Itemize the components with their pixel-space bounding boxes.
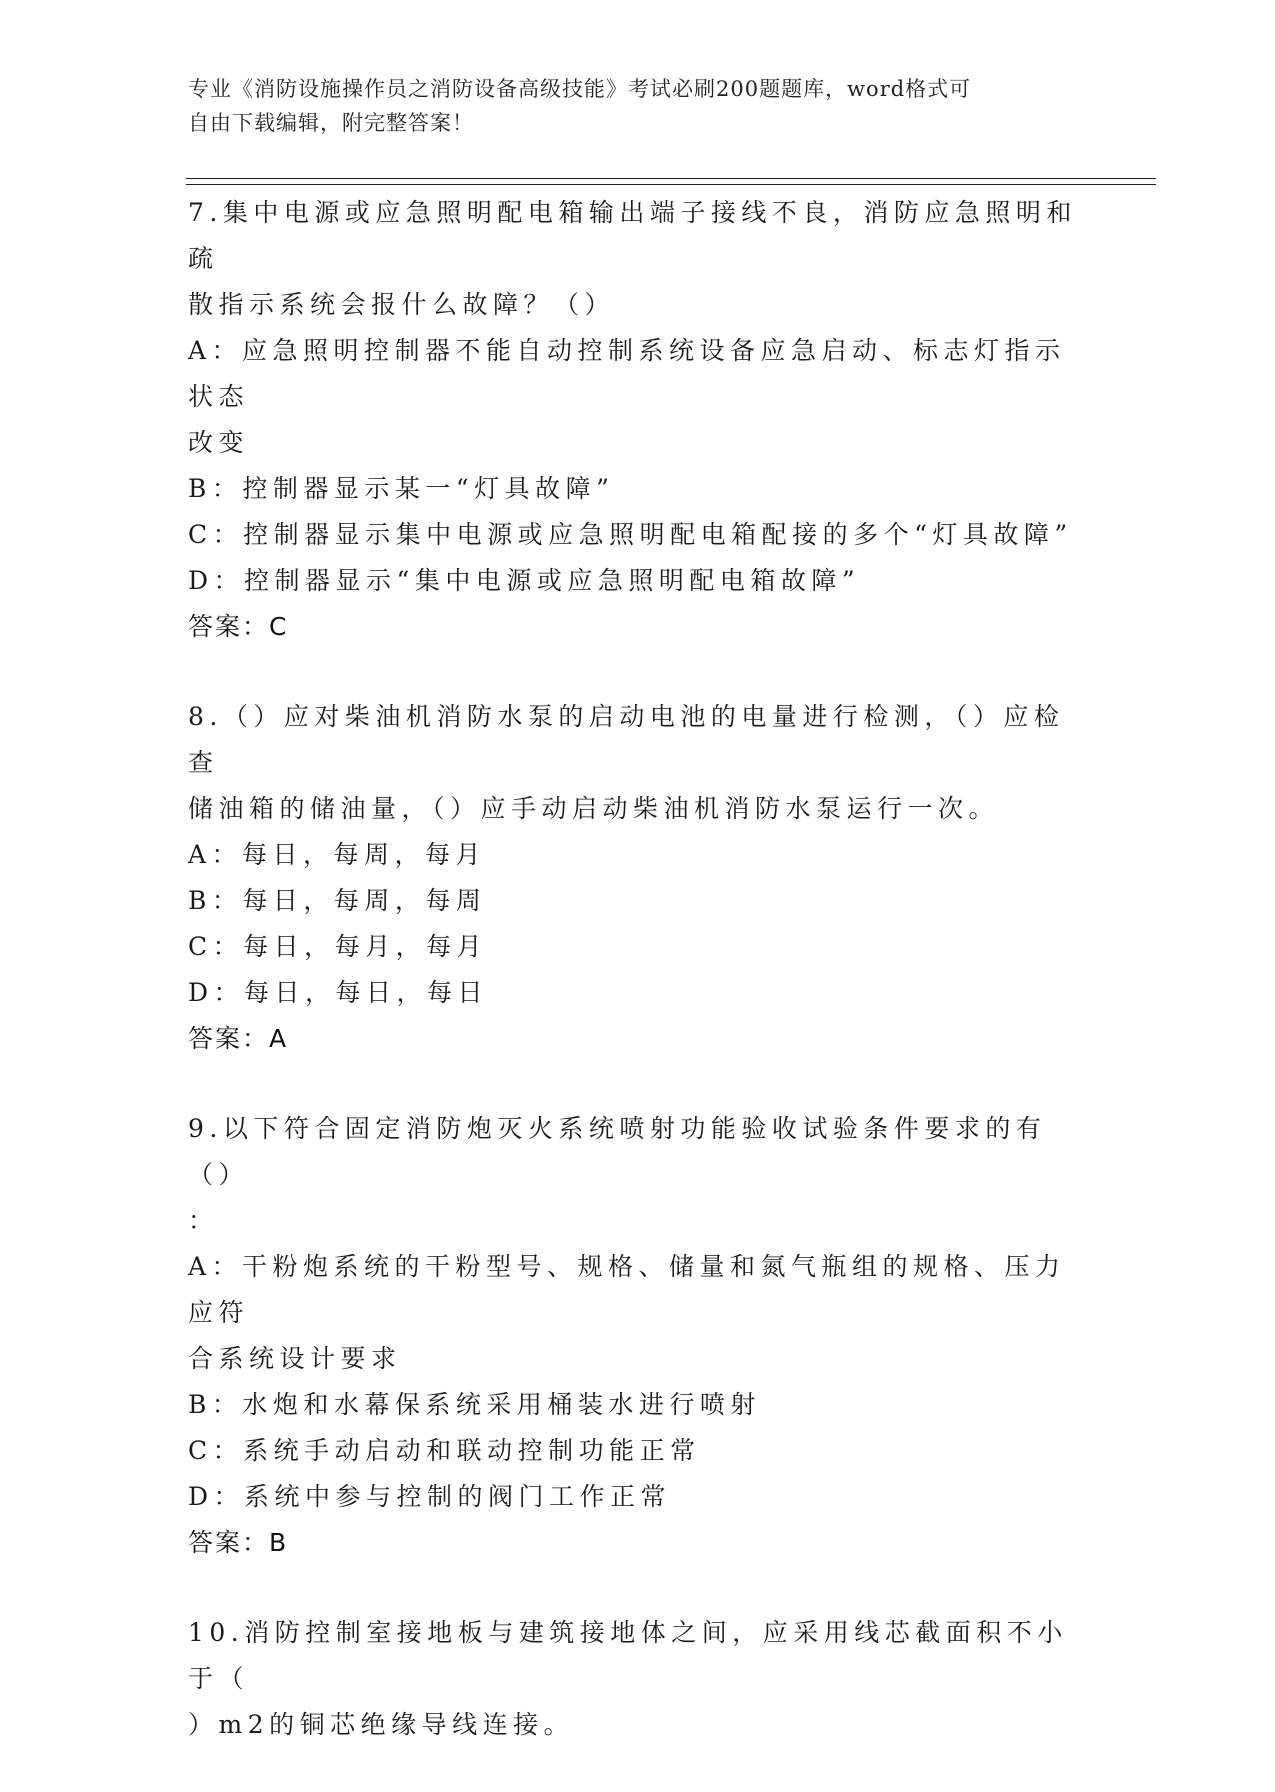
- option-b: B：控制器显示某一“灯具故障”: [188, 474, 615, 503]
- question-stem: 10.消防控制室接地板与建筑接地体之间，应采用线芯截面积不小于（: [188, 1618, 1068, 1693]
- option-d: D：系统中参与控制的阀门工作正常: [188, 1482, 672, 1511]
- question-10: [188, 1610, 1078, 1748]
- question-stem: 7.集中电源或应急照明配电箱输出端子接线不良，消防应急照明和疏: [188, 198, 1077, 273]
- option-d: D：每日，每日，每日: [188, 978, 489, 1007]
- question-9: [188, 1106, 1078, 1566]
- option-a: A：干粉炮系统的干粉型号、规格、储量和氮气瓶组的规格、压力应符: [188, 1252, 1066, 1327]
- option-d: D：控制器显示“集中电源或应急照明配电箱故障”: [188, 566, 861, 595]
- option-a: A：每日，每周，每月: [188, 840, 487, 869]
- option-a-continued: 合系统设计要求: [188, 1344, 402, 1373]
- option-a: A：应急照明控制器不能自动控制系统设备应急启动、标志灯指示状态: [188, 336, 1066, 411]
- question-stem-continued: 储油箱的储油量，（）应手动启动柴油机消防水泵运行一次。: [188, 794, 1000, 823]
- header-title-line-2: 自由下载编辑，附完整答案！: [188, 111, 474, 135]
- header-title-line-1: 专业《消防设施操作员之消防设备高级技能》考试必刷200题题库，word格式可: [188, 77, 972, 101]
- question-stem: 9.以下符合固定消防炮灭火系统喷射功能验收试验条件要求的有（）: [188, 1114, 1047, 1189]
- option-c: C：控制器显示集中电源或应急照明配电箱配接的多个“灯具故障”: [188, 520, 1073, 549]
- answer-label: 答案：B: [188, 1528, 289, 1557]
- document-header: [188, 72, 1068, 140]
- question-list: [188, 190, 1078, 1792]
- answer-label: 答案：C: [188, 612, 289, 641]
- question-stem-continued: ：: [188, 1206, 219, 1235]
- question-stem-continued: 散指示系统会报什么故障？（）: [188, 290, 616, 319]
- question-8: [188, 694, 1078, 1062]
- question-stem-continued: ）m2的铜芯绝缘导线连接。: [188, 1710, 575, 1739]
- option-c: C：系统手动启动和联动控制功能正常: [188, 1436, 701, 1465]
- option-b: B：每日，每周，每周: [188, 886, 487, 915]
- option-c: C：每日，每月，每月: [188, 932, 488, 961]
- option-b: B：水炮和水幕保系统采用桶装水进行喷射: [188, 1390, 761, 1419]
- header-divider: [186, 178, 1156, 185]
- answer-label: 答案：A: [188, 1024, 289, 1053]
- question-7: [188, 190, 1078, 650]
- question-stem: 8.（）应对柴油机消防水泵的启动电池的电量进行检测，（）应检查: [188, 702, 1065, 777]
- option-a-continued: 改变: [188, 428, 250, 457]
